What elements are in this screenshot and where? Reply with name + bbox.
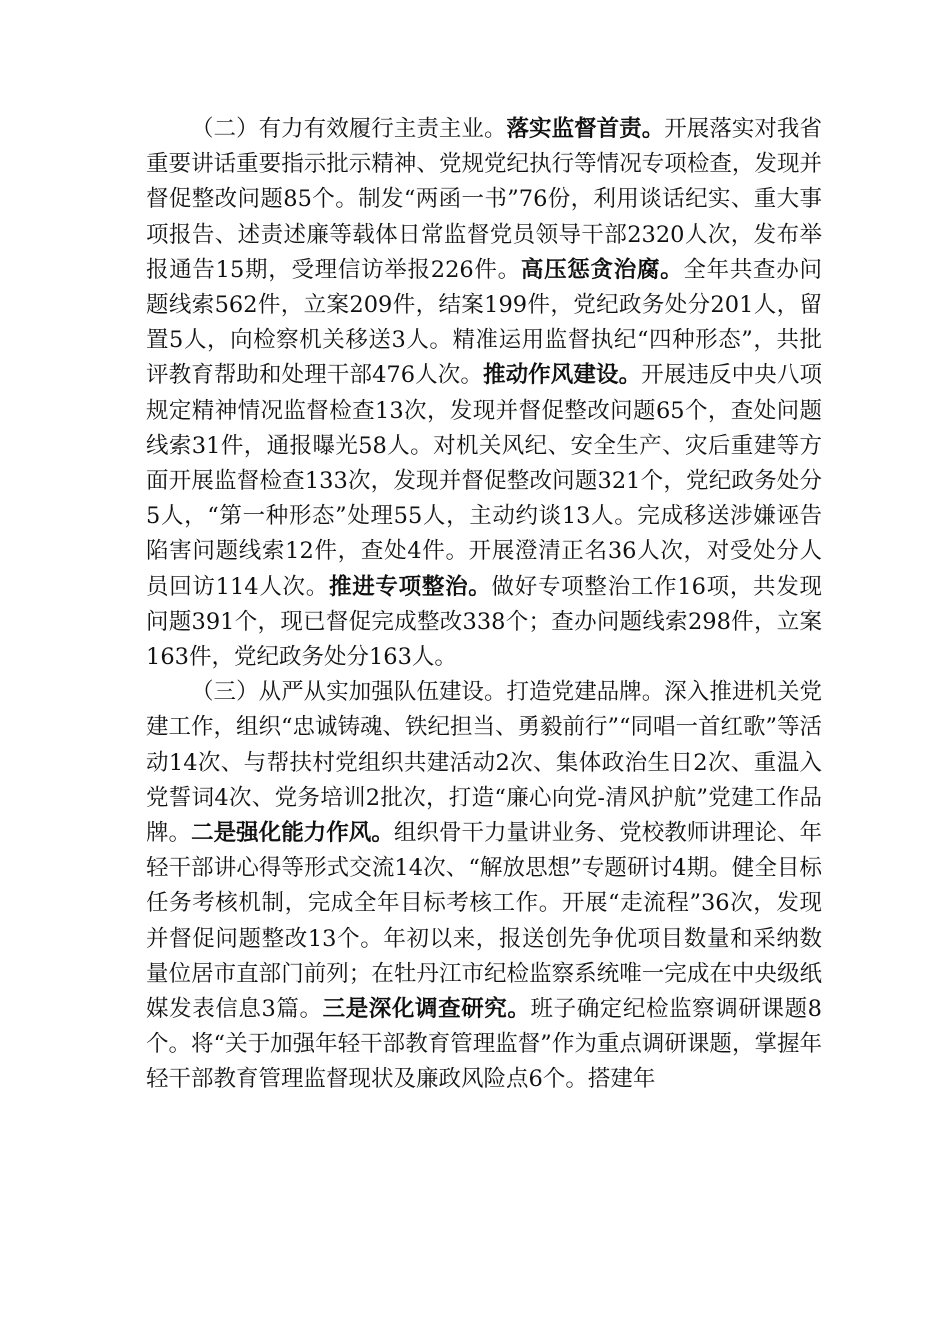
- subheading-work-style: 推动作风建设。: [482, 362, 642, 389]
- text-party-brand: 深入推进机关党建工作，组织“忠诚铸魂、铁纪担当、勇毅前行”“同唱一首红歌”等活动14次、与帮扶村党组织共建活动2次、集体政治生日2次、重温入党誓词4次、党务培训2批次，打造“廉心向党-清风护航”党建工作品牌。: [146, 679, 823, 847]
- text-work-style: 开展违反中央八项规定精神情况监督检查13次，发现并督促整改问题65个，查处问题线索31件，通报曝光58人。对机关风纪、安全生产、灾后重建等方面开展监督检查133次，发现并督促整改问题321个，党纪政务处分5人，“第一种形态”处理55人，主动约谈13人。完成移送涉嫌诬告陷害问题线索12件，查处4件。开展澄清正名36人次，对受处分人员回访114人次。: [146, 362, 822, 600]
- text-research: 班子确定纪检监察调研课题8个。将“关于加强年轻干部教育管理监督”作为重点调研课题，掌握年轻干部教育管理监督现状及廉政风险点6个。搭建年: [146, 996, 822, 1093]
- text-supervision-duty: 开展落实对我省重要讲话重要指示批示精神、党规党纪执行等情况专项检查，发现并督促整改问题85个。制发“两函一书”76份，利用谈话纪实、重大事项报告、述责述廉等载体日常监督党员领导干部2320人次，发布举报通告15期，受理信访举报226件。: [146, 116, 822, 283]
- section-heading-two: （二）有力有效履行主责主业。: [191, 116, 507, 142]
- subheading-special-rectification: 推进专项整治。: [328, 573, 492, 600]
- subheading-capability: 二是强化能力作风。: [191, 820, 394, 847]
- subheading-research: 三是深化调查研究。: [322, 996, 531, 1023]
- subheading-supervision-duty: 落实监督首责。: [506, 116, 665, 142]
- paragraph-supervision: [146, 112, 822, 675]
- text-special-rectification: 做好专项整治工作16项，共发现问题391个，现已督促完成整改338个；查办问题线索298件，立案163件，党纪政务处分163人。: [146, 573, 822, 671]
- section-heading-three: （三）从严从实加强队伍建设。打造党建品牌。: [191, 679, 665, 706]
- text-capability: 组织骨干力量讲业务、党校教师讲理论、年轻干部讲心得等形式交流14次、“解放思想”专题研讨4期。健全目标任务考核机制，完成全年目标考核工作。开展“走流程”36次，发现并督促问题整改13个。年初以来，报送创先争优项目数量和采纳数量位居市直部门前列；在牡丹江市纪检监察系统唯一完成在中央级纸媒发表信息3篇。: [146, 820, 822, 1023]
- subheading-anti-corruption: 高压惩贪治腐。: [520, 256, 684, 283]
- paragraph-team-building: [146, 675, 822, 1097]
- document-body: [146, 112, 822, 1098]
- text-anti-corruption: 全年共查办问题线索562件，立案209件，结案199件，党纪政务处分201人，留置5人，向检察机关移送3人。精准运用监督执纪“四种形态”，共批评教育帮助和处理干部476人次。: [146, 256, 822, 389]
